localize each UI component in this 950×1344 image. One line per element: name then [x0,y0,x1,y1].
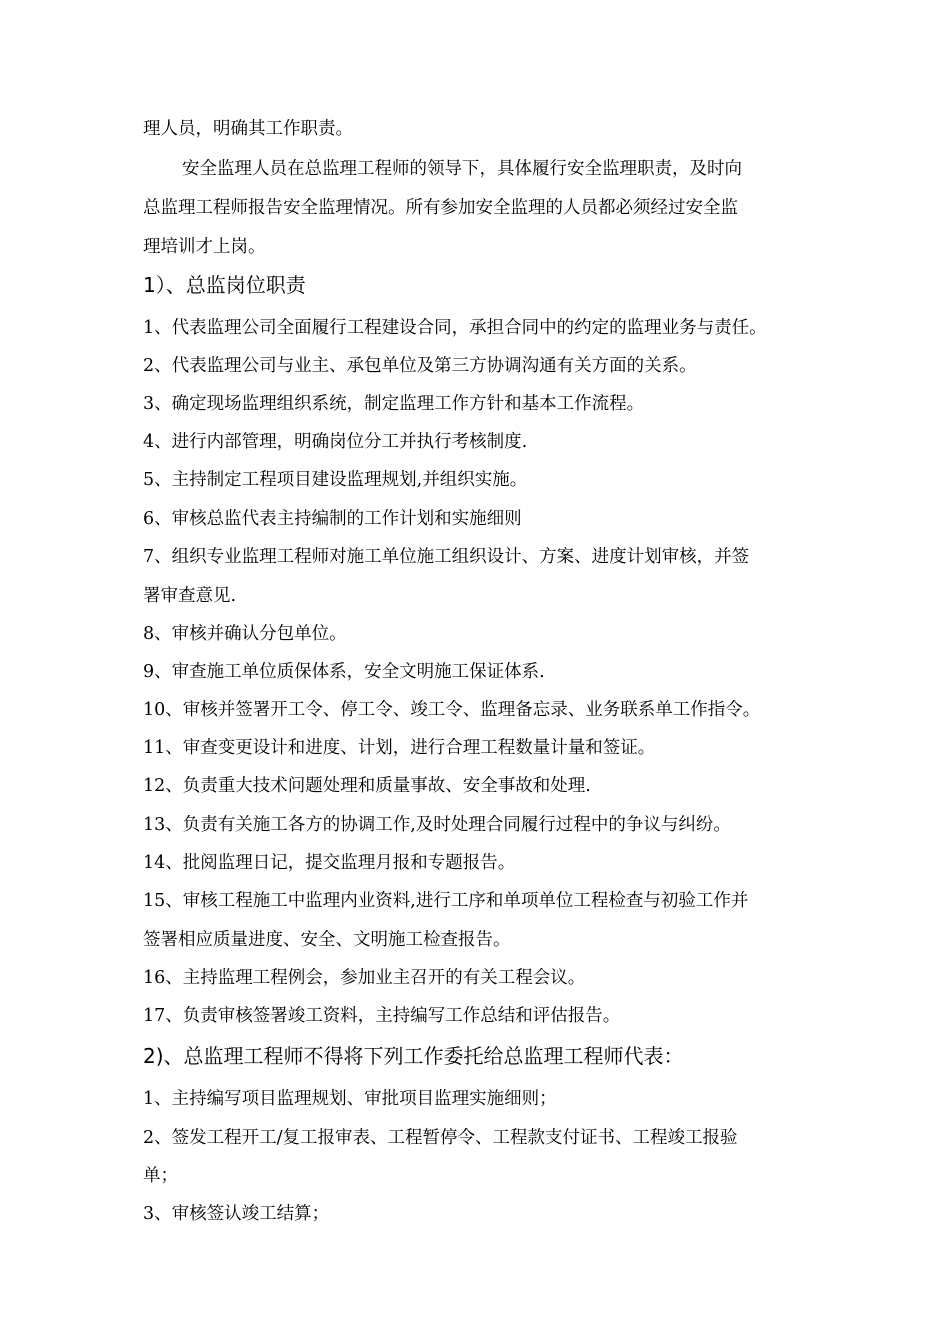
list-item: 12、负责重大技术问题处理和质量事故、安全事故和处理. [143,776,591,796]
intro-line-1: 理人员，明确其工作职责。 [143,119,353,139]
list-item: 2、签发工程开工/复工报审表、工程暂停令、工程款支付证书、工程竣工报验 [143,1128,738,1148]
list-item: 2、代表监理公司与业主、承包单位及第三方协调沟通有关方面的关系。 [143,356,697,376]
intro-para2-line-3: 理培训才上岗。 [143,237,266,257]
intro-para2-line-1: 安全监理人员在总监理工程师的领导下，具体履行安全监理职责，及时向 [182,159,742,179]
list-item: 9、审查施工单位质保体系，安全文明施工保证体系. [143,662,545,682]
section2-heading: 2)、总监理工程师不得将下列工作委托给总监理工程师代表： [143,1044,684,1068]
list-item: 10、审核并签署开工令、停工令、竣工令、监理备忘录、业务联系单工作指令。 [143,700,761,720]
list-item: 3、审核签认竣工结算； [143,1204,330,1224]
list-item: 4、进行内部管理，明确岗位分工并执行考核制度. [143,432,528,452]
list-item: 7、组织专业监理工程师对施工单位施工组织设计、方案、进度计划审核，并签 [143,547,750,567]
list-item: 11、审查变更设计和进度、计划，进行合理工程数量计量和签证。 [143,738,656,758]
list-item: 8、审核并确认分包单位。 [143,624,347,644]
list-item: 1、主持编写项目监理规划、审批项目监理实施细则； [143,1089,557,1109]
list-item: 15、审核工程施工中监理内业资料,进行工序和单项单位工程检查与初验工作并 [143,891,749,911]
list-item: 14、批阅监理日记，提交监理月报和专题报告。 [143,853,516,873]
list-item: 17、负责审核签署竣工资料，主持编写工作总结和评估报告。 [143,1006,621,1026]
list-item-continuation: 署审查意见. [143,586,237,606]
section1-heading: 1）、总监岗位职责 [143,273,306,297]
list-item: 5、主持制定工程项目建设监理规划,并组织实施。 [143,470,528,490]
list-item: 3、确定现场监理组织系统，制定监理工作方针和基本工作流程。 [143,394,645,414]
intro-para2-line-2: 总监理工程师报告安全监理情况。所有参加安全监理的人员都必须经过安全监 [143,198,738,218]
list-item-continuation: 单； [143,1166,178,1186]
list-item: 1、代表监理公司全面履行工程建设合同，承担合同中的约定的监理业务与责任。 [143,318,767,338]
list-item: 13、负责有关施工各方的协调工作,及时处理合同履行过程中的争议与纠纷。 [143,815,731,835]
list-item: 16、主持监理工程例会，参加业主召开的有关工程会议。 [143,968,586,988]
list-item: 6、审核总监代表主持编制的工作计划和实施细则 [143,509,522,529]
list-item-continuation: 签署相应质量进度、安全、文明施工检查报告。 [143,930,511,950]
